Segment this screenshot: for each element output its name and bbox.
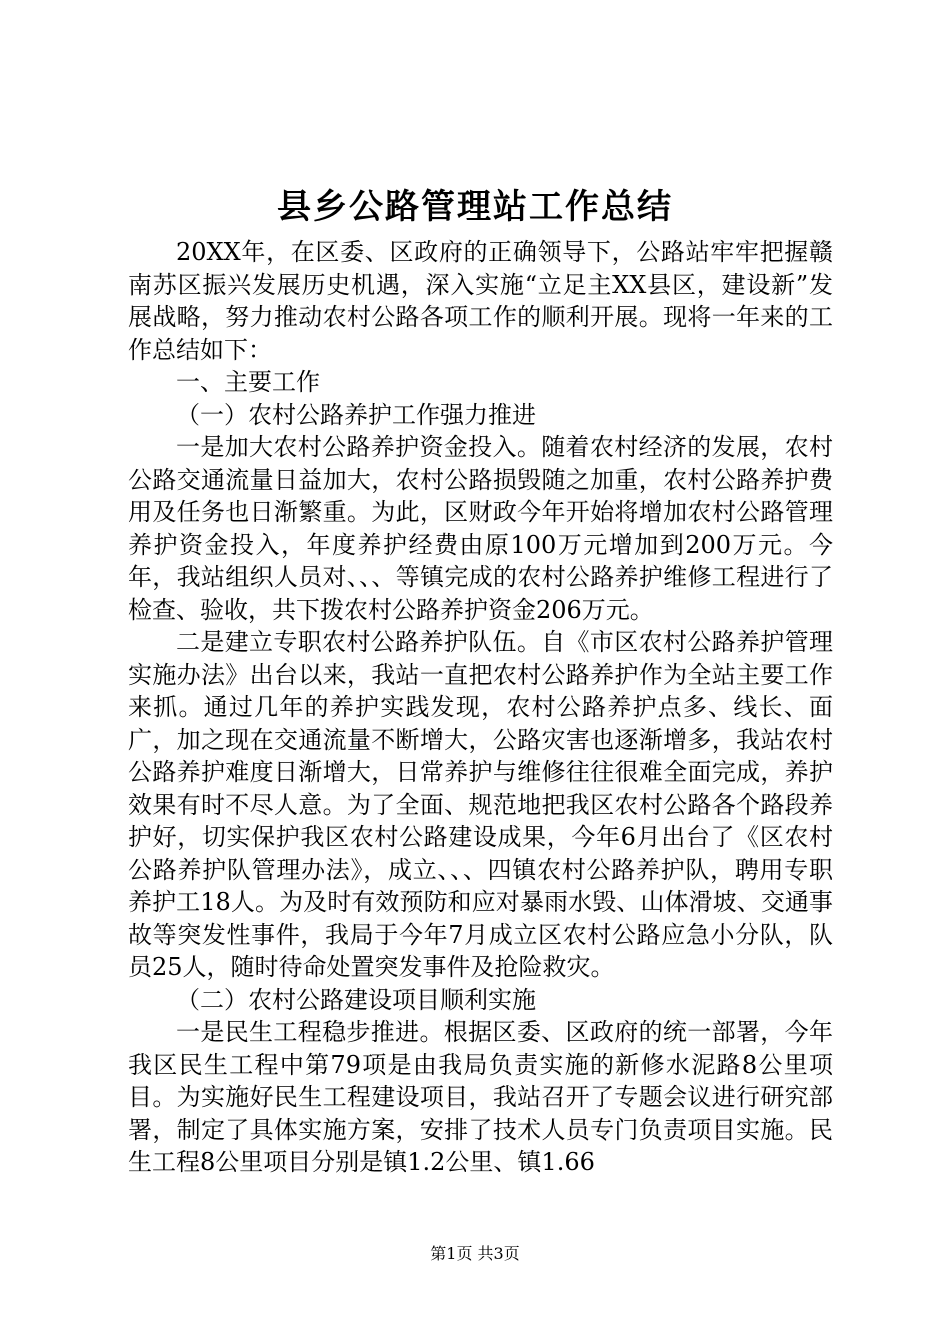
page-title: 县乡公路管理站工作总结 <box>277 187 673 227</box>
subheading-construction: （二）农村公路建设项目顺利实施 <box>176 985 536 1014</box>
paragraph-funding: 一是加大农村公路养护资金投入。随着农村经济的发展，农村公路交通流量日益加大，农村公路损毁随之加重，农村公路养护费用及任务也日渐繁重。为此，区财政今年开始将增加农村公路管理养护资金投入，年度养护经费由原100万元增加到200万元。今年，我站组织人员对、、、等镇完成的农村公路养护维修工程进行了检查、验收，共下拨农村公路养护资金206万元。 <box>128 433 833 624</box>
page-footer: 第1页 共3页 <box>430 1244 520 1263</box>
document-body <box>128 236 833 1179</box>
heading-main-work: 一、主要工作 <box>176 368 320 396</box>
paragraph-intro: 20XX年，在区委、区政府的正确领导下，公路站牢牢把握赣南苏区振兴发展历史机遇，深入实施“立足主XX县区，建设新”发展战略，努力推动农村公路各项工作的顺利开展。现将一年来的工作总结如下： <box>128 238 833 364</box>
paragraph-maintenance-team: 二是建立专职农村公路养护队伍。自《市区农村公路养护管理实施办法》出台以来，我站一直把农村公路养护作为全站主要工作来抓。通过几年的养护实践发现，农村公路养护点多、线长、面广，加之现在交通流量不断增大，公路灾害也逐渐增多，我站农村公路养护难度日渐增大，日常养护与维修往往很难全面完成，养护效果有时不尽人意。为了全面、规范地把我区农村公路各个路段养护好，切实保护我区农村公路建设成果，今年6月出台了《区农村公路养护队管理办法》，成立、、、四镇农村公路养护队，聘用专职养护工18人。为及时有效预防和应对暴雨水毁、山体滑坡、交通事故等突发性事件，我局于今年7月成立区农村公路应急小分队，队员25人，随时待命处置突发事件及抢险救灾。 <box>128 628 833 981</box>
paragraph-livelihood-project: 一是民生工程稳步推进。根据区委、区政府的统一部署，今年我区民生工程中第79项是由我局负责实施的新修水泥路8公里项目。为实施好民生工程建设项目，我站召开了专题会议进行研究部署，制定了具体实施方案，安排了技术人员专门负责项目实施。民生工程8公里项目分别是镇1.2公里、镇1.66 <box>128 1018 833 1176</box>
subheading-maintenance: （一）农村公路养护工作强力推进 <box>176 400 536 429</box>
